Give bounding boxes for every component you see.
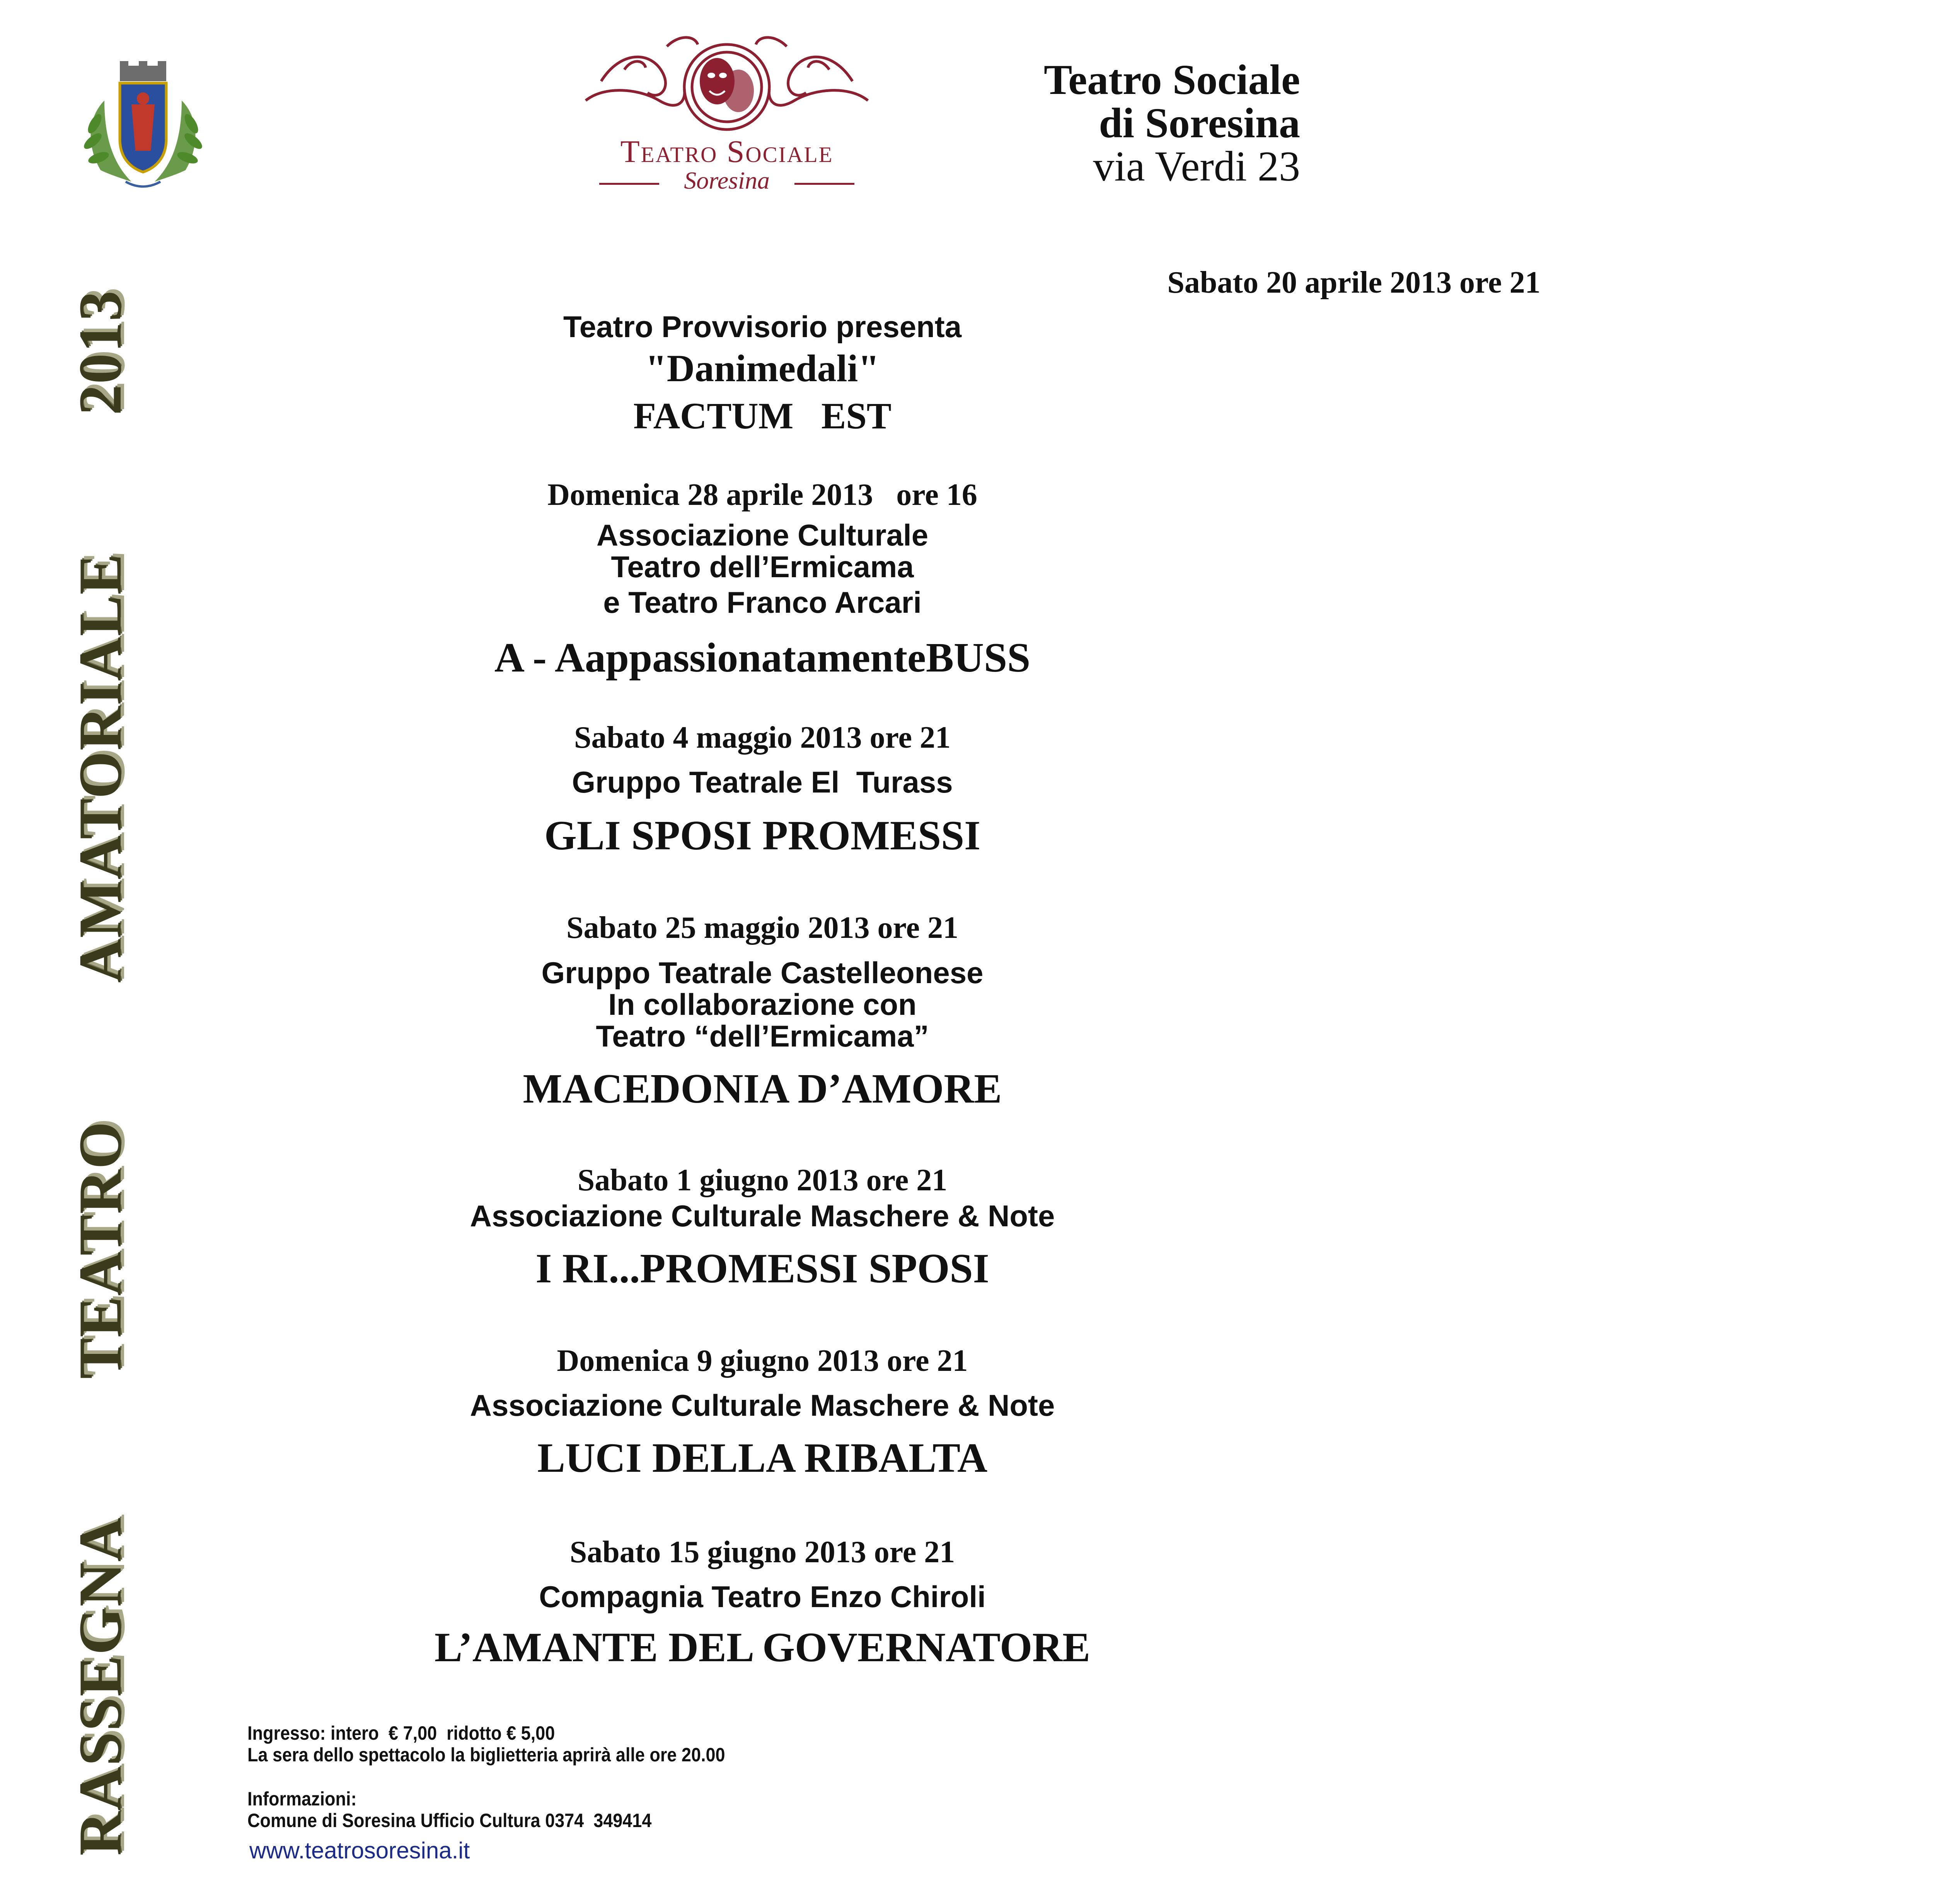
logo-subtitle: Soresina [684, 167, 770, 194]
event-show-title: L’AMANTE DEL GOVERNATORE [434, 1624, 1091, 1670]
venue-address: via Verdi 23 [1093, 143, 1300, 190]
info-label: Informazioni: [247, 1788, 357, 1810]
event-organizer: Associazione Culturale [596, 518, 929, 552]
event-date: Sabato 20 aprile 2013 ore 21 [1167, 266, 1541, 300]
website-link[interactable]: www.teatrosoresina.it [249, 1838, 470, 1863]
event-show-title: I RI...PROMESSI SPOSI [535, 1246, 989, 1292]
event-show-subtitle: FACTUM EST [633, 395, 891, 436]
logo-rule-right [794, 183, 854, 185]
logo-title: Teatro Sociale [620, 134, 834, 169]
vertical-title-word: AMATORIALE [66, 553, 134, 983]
vertical-title-word: TEATRO [66, 1121, 134, 1379]
event-organizer: Gruppo Teatrale Castelleonese [541, 956, 984, 990]
event-show-title: GLI SPOSI PROMESSI [544, 813, 981, 859]
event-organizer: In collaborazione con [608, 987, 917, 1021]
event-organizer: Teatro “dell’Ermicama” [596, 1019, 929, 1053]
event-organizer: Compagnia Teatro Enzo Chiroli [539, 1580, 986, 1614]
event-date: Sabato 1 giugno 2013 ore 21 [577, 1163, 948, 1197]
event-organizer: Teatro dell’Ermicama [611, 550, 914, 584]
contact-line: Comune di Soresina Ufficio Cultura 0374 349414 [247, 1810, 652, 1831]
event-organizer: Associazione Culturale Maschere & Note [470, 1388, 1055, 1422]
event-date: Sabato 4 maggio 2013 ore 21 [574, 721, 951, 755]
vertical-title-word: 2013 [66, 290, 134, 415]
ticket-info [247, 1722, 725, 1831]
event-date: Sabato 25 maggio 2013 ore 21 [566, 911, 959, 945]
event-show-title: MACEDONIA D’AMORE [523, 1066, 1002, 1112]
event-show-title: LUCI DELLA RIBALTA [537, 1435, 988, 1481]
venue-name-line1: Teatro Sociale [1043, 56, 1300, 103]
event-organizer: e Teatro Franco Arcari [603, 585, 922, 619]
event-show-title: "Danimedali" [645, 347, 880, 390]
event-show-title: A - AappassionatamenteBUSS [494, 635, 1031, 681]
coat-of-arms-image [77, 58, 209, 191]
venue-name-line2: di Soresina [1099, 99, 1300, 147]
event-organizer: Gruppo Teatrale El Turass [572, 765, 953, 799]
ticket-prices: Ingresso: intero € 7,00 ridotto € 5,00 [247, 1722, 555, 1744]
event-date: Domenica 28 aprile 2013 ore 16 [547, 478, 977, 512]
event-organizer: Associazione Culturale Maschere & Note [470, 1199, 1055, 1233]
event-date: Sabato 15 giugno 2013 ore 21 [569, 1535, 955, 1569]
teatro-sociale-logo-ornament [563, 23, 891, 135]
event-organizer: Teatro Provvisorio presenta [563, 310, 962, 344]
vertical-title-word: RASSEGNA [66, 1517, 134, 1856]
event-date: Domenica 9 giugno 2013 ore 21 [557, 1344, 968, 1378]
venue-block [1044, 58, 1300, 188]
box-office-hours: La sera dello spettacolo la biglietteria aprirà alle ore 20.00 [247, 1744, 725, 1766]
